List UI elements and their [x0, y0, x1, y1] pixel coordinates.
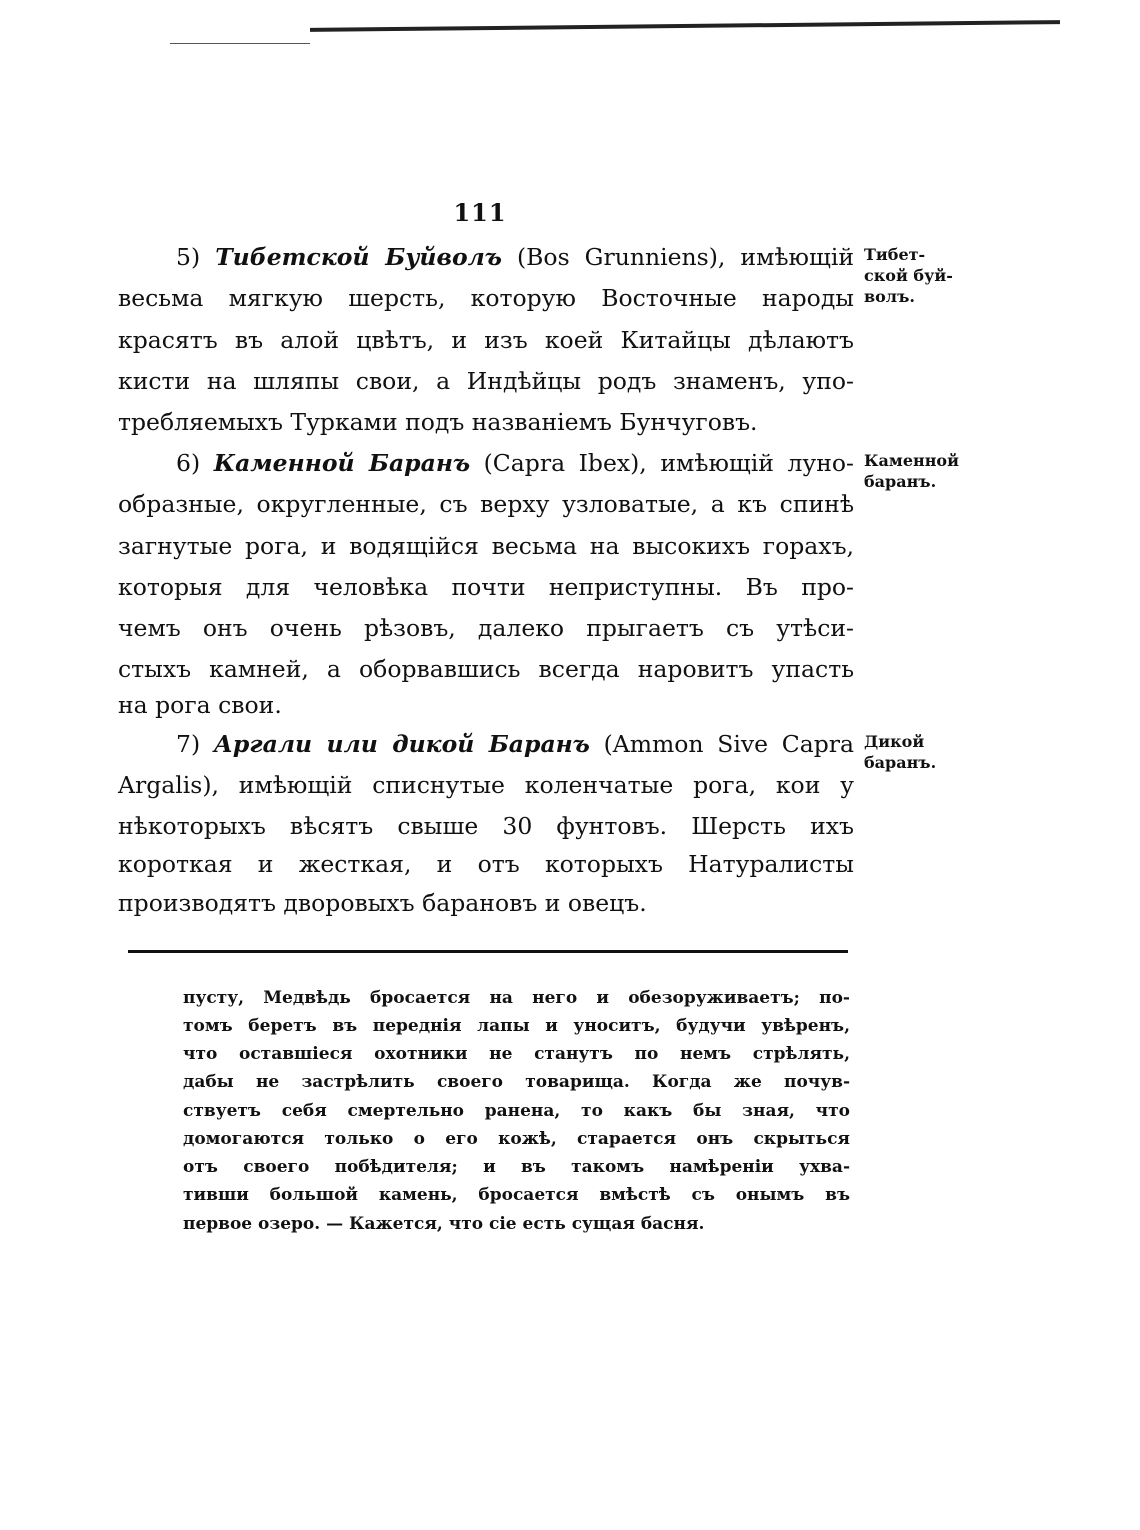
footnote-line-1: пусту, Медвѣдь бросается на него и обезоруживаетъ; по-: [183, 988, 850, 1008]
top-border-line-thin: [170, 43, 310, 44]
paragraph-6-line-7: на рога свои.: [118, 691, 282, 719]
paragraph-6-line-4: которыя для человѣка почти неприступны. Въ про-: [118, 573, 854, 601]
paragraph-6-line-2: образные, округленные, съ верху узловатые, а къ спинѣ: [118, 490, 854, 518]
paragraph-5-line-3: красятъ въ алой цвѣтъ, и изъ коей Китайцы дѣлаютъ: [118, 326, 854, 354]
footnote-line-8: тивши большой камень, бросается вмѣстѣ съ онымъ въ: [183, 1185, 850, 1205]
margin-note-tibetan-yak: Тибет- ской буй- волъ.: [864, 245, 953, 306]
margin-note-argali: Дикой баранъ.: [864, 732, 937, 772]
paragraph-7-line-5: производятъ дворовыхъ барановъ и овецъ.: [118, 889, 647, 917]
footnote-line-4: дабы не застрѣлить своего товарища. Когда же почув-: [183, 1072, 850, 1092]
paragraph-5-line-2: весьма мягкую шерсть, которую Восточные народы: [118, 284, 854, 312]
paragraph-5-line-5: требляемыхъ Турками подъ названіемъ Бунчуговъ.: [118, 408, 758, 436]
footnote-line-9: первое озеро. — Кажется, что сіе есть сущая басня.: [183, 1214, 705, 1234]
species-name: Аргали или дикой Баранъ: [213, 730, 590, 758]
species-name: Каменной Баранъ: [213, 449, 471, 477]
paragraph-6-line-1: 6) Каменной Баранъ (Capra Ibex), имѣющій луно-: [176, 449, 854, 477]
footnote-line-5: ствуетъ себя смертельно ранена, то какъ бы зная, что: [183, 1101, 850, 1121]
paragraph-6-line-5: чемъ онъ очень рѣзовъ, далеко прыгаетъ съ утѣси-: [118, 614, 854, 642]
paragraph-7-line-2: Argalis), имѣющій списнутые коленчатые рога, кои у: [118, 771, 854, 799]
paragraph-7-line-1: 7) Аргали или дикой Баранъ (Ammon Sive Capra: [176, 730, 854, 758]
footnote-line-6: домогаются только о его кожѣ, старается онъ скрыться: [183, 1129, 850, 1149]
paragraph-5-line-1: 5) Тибетской Буйволъ (Bos Grunniens), имѣющій: [176, 243, 855, 271]
footnote-separator: [128, 950, 848, 953]
paragraph-7-line-4: короткая и жесткая, и отъ которыхъ Натуралисты: [118, 850, 854, 878]
paragraph-7-line-3: нѣкоторыхъ вѣсятъ свыше 30 фунтовъ. Шерсть ихъ: [118, 812, 854, 840]
paragraph-6-line-6: стыхъ камней, а оборвавшись всегда наровитъ упасть: [118, 655, 854, 683]
paragraph-5-line-4: кисти на шляпы свои, а Индѣйцы родъ знаменъ, упо-: [118, 367, 854, 395]
margin-note-ibex: Каменной баранъ.: [864, 451, 959, 491]
footnote-line-2: томъ беретъ въ переднія лапы и уноситъ, будучи увѣренъ,: [183, 1016, 850, 1036]
species-name: Тибетской Буйволъ: [215, 243, 502, 271]
top-border-line: [310, 20, 1060, 32]
paragraph-6-line-3: загнутые рога, и водящійся весьма на высокихъ горахъ,: [118, 532, 854, 560]
footnote-line-3: что оставшіеся охотники не станутъ по немъ стрѣлять,: [183, 1044, 850, 1064]
footnote-line-7: отъ своего побѣдителя; и въ такомъ намѣреніи ухва-: [183, 1157, 850, 1177]
page-number: 111: [453, 198, 507, 227]
